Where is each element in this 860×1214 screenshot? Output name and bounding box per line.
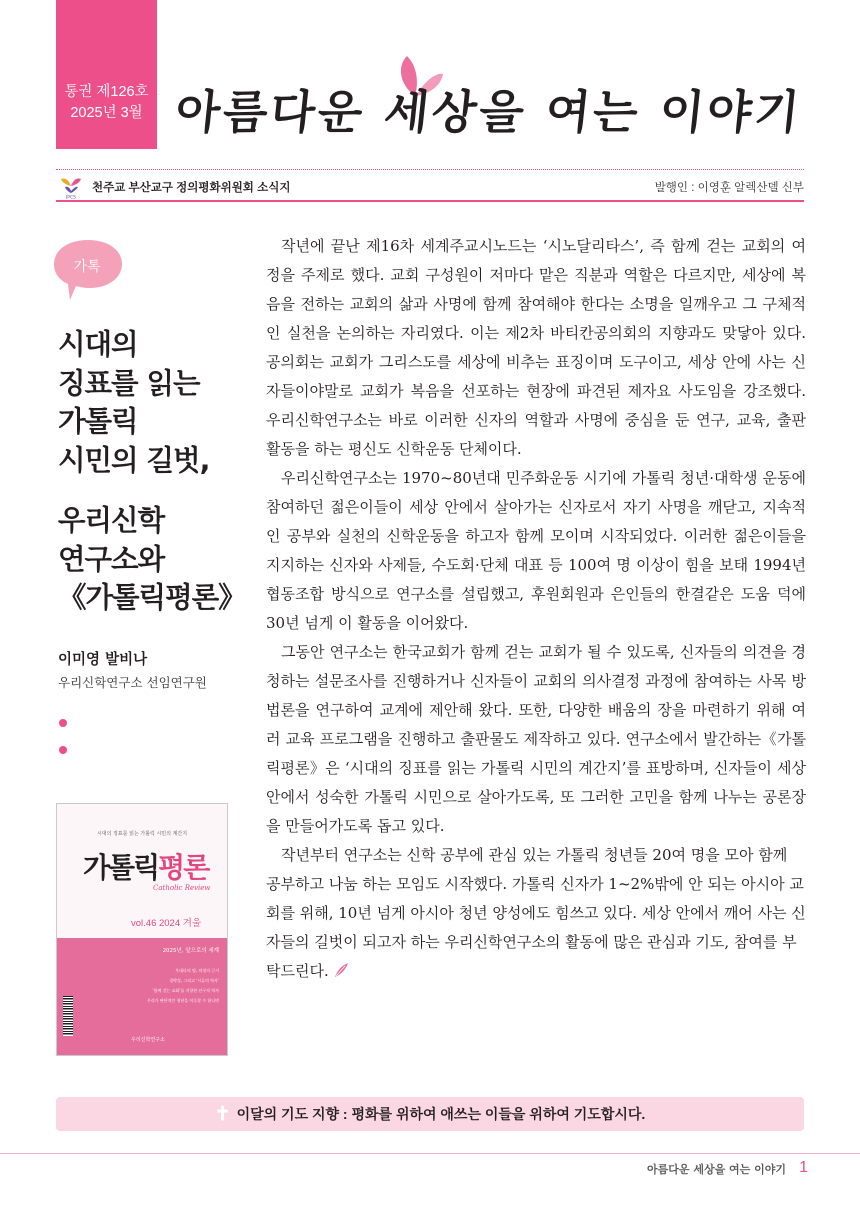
jpcs-logo-icon xyxy=(58,173,84,199)
cover-title-black: 가톨릭 xyxy=(83,851,159,884)
cover-band-line: 우리가 판단적인 청년을 이루할 수 합니면 xyxy=(146,998,219,1003)
jpcs-logo-text: JPCS xyxy=(65,195,77,199)
barcode-icon xyxy=(63,996,73,1036)
footer-title: 아름다운 세상을 여는 이야기 xyxy=(647,1163,786,1176)
footer-rule xyxy=(0,1153,860,1154)
article-paragraph: 우리신학연구소는 1970~80년대 민주화운동 시기에 가톨릭 청년·대학생 운동에 참여하던 젊은이들이 세상 안에서 살아가는 신자로서 자기 사명을 깨닫고, 지속적인 공부와 실천의 신학운동을 하고자 함께 모이며 시작되었다. 이러한 젊은이들을 지지하는 신자와 사제들, 수도회·단체 대표 등 100여 명 이상이 힘을 보태 1994년 협동조합 방식으로 연구소를 설립했고, 후원회원과 은인들의 한결같은 도움 덕에 30년 넘게 이 활동을 이어왔다. xyxy=(266,469,806,632)
author-role: 우리신학연구소 선임연구원 xyxy=(58,675,207,690)
cross-icon: ✝ xyxy=(214,1104,231,1125)
headline-line: 가톨릭 xyxy=(58,405,138,438)
cover-subtitle: 시대의 징표를 읽는 가톨릭 시민의 계간지 xyxy=(96,831,188,837)
article-body xyxy=(266,232,806,986)
cover-band-title: 2025년, 앞으로의 세계 xyxy=(162,948,219,954)
author-name: 이미영 발비나 xyxy=(58,652,148,668)
issue-date: 2025년 3월 xyxy=(70,105,143,121)
article-paragraph-text: 작년부터 연구소는 신학 공부에 관심 있는 가톨릭 청년들 20여 명을 모아 함께 공부하고 나눔 하는 모임도 시작했다. 가톨릭 신자가 1~2%밖에 안 되는 아시아 교회를 위해, 10년 넘게 아시아 청년 양성에도 힘쓰고 있다. 세상 안에서 깨어 사는 신자들의 길벗이 되고자 하는 우리신학연구소의 활동에 많은 관심과 기도, 참여를 부탁드린다. xyxy=(266,846,806,980)
publisher-name: 천주교 부산교구 정의평화위원회 소식지 xyxy=(92,182,291,194)
cover-band-line: '함께 걷는 교회'를 지향한 선구적 역사 xyxy=(152,988,219,993)
headline-line: 시대의 xyxy=(58,328,138,361)
cover-english-title: Catholic Review xyxy=(153,884,211,892)
headline-line: 연구소와 xyxy=(58,542,165,576)
issue-box xyxy=(56,0,157,149)
cover-title-pink: 평론 xyxy=(158,851,209,884)
cover-logo: 우리신학연구소 xyxy=(131,1037,165,1043)
article-paragraph xyxy=(266,841,806,986)
cover-band-line: 경박성, 그리고 '시류의 역사' xyxy=(169,978,219,983)
headline-line: 우리신학 xyxy=(58,504,165,537)
masthead-title: 아름다운 세상을 여는 이야기 xyxy=(172,85,805,139)
leaf-end-icon xyxy=(332,961,350,979)
category-label: 가톡 xyxy=(73,258,101,274)
article-headline xyxy=(58,326,248,618)
article-paragraph: 작년에 끝난 제16차 세계주교시노드는 ‘시노달리타스’, 즉 함께 걷는 교회의 여정을 주제로 했다. 교회 구성원이 저마다 맡은 직분과 역할은 다르지만, 세상에 복음을 전하는 교회의 삶과 사명에 함께 참여해야 한다는 소명을 일깨우고 그 구체적인 실천을 논의하는 자리였다. 이는 제2차 바티칸공의회의 지향과도 맞닿아 있다. 공의회는 교회가 그리스도를 세상에 비추는 표징이며 도구이고, 세상 안에 사는 신자들이야말로 교회가 복음을 선포하는 현장에 파견된 제자요 사도임을 강조했다. 우리신학연구소는 바로 이러한 신자의 역할과 사명에 중심을 둔 연구, 교육, 출판 활동을 하는 평신도 신학운동 단체이다. xyxy=(266,237,806,458)
page-number: 1 xyxy=(799,1159,808,1176)
cover-volume: vol.46 2024 겨울 xyxy=(131,918,202,929)
headline-line: 징표를 읽는 xyxy=(58,366,200,400)
headline-line: 《가톨릭평론》 xyxy=(58,581,246,614)
bullet-dot-icon xyxy=(59,746,67,754)
header-solid-rule xyxy=(56,200,804,202)
masthead xyxy=(170,66,820,146)
prayer-intention-bar xyxy=(56,1097,804,1131)
issuer-name: 발행인 : 이영훈 알렉산델 신부 xyxy=(654,182,804,194)
article-paragraph: 그동안 연구소는 한국교회가 함께 걷는 교회가 될 수 있도록, 신자들의 의견을 경청하는 설문조사를 진행하거나 신자들이 교회의 의사결정 과정에 참여하는 사목 방법론을 연구하여 교계에 제안해 왔다. 또한, 다양한 배움의 장을 마련하기 위해 여러 교육 프로그램을 진행하고 출판물도 제작하고 있다. 연구소에서 발간하는《가톨릭평론》은 ‘시대의 징표를 읽는 가톨릭 시민의 계간지’를 표방하며, 신자들이 세상 안에서 성숙한 가톨릭 시민으로 살아가도록, 또 그러한 고민을 함께 나누는 공론장을 만들어가도록 돕고 있다. xyxy=(266,643,806,835)
headline-line: 시민의 길벗, xyxy=(58,443,210,477)
bullet-dot-icon xyxy=(59,719,67,727)
cover-title xyxy=(83,846,208,886)
prayer-intention-text: 이달의 기도 지향 : 평화를 위하여 애쓰는 이들을 위하여 기도합시다. xyxy=(236,1106,646,1122)
cover-band-line: 우대타의 팀, 의정의 근거 xyxy=(175,968,219,973)
header-dotted-rule xyxy=(56,169,804,170)
magazine-cover-image xyxy=(56,803,228,1056)
issue-volume: 통권 제126호 xyxy=(64,84,149,100)
